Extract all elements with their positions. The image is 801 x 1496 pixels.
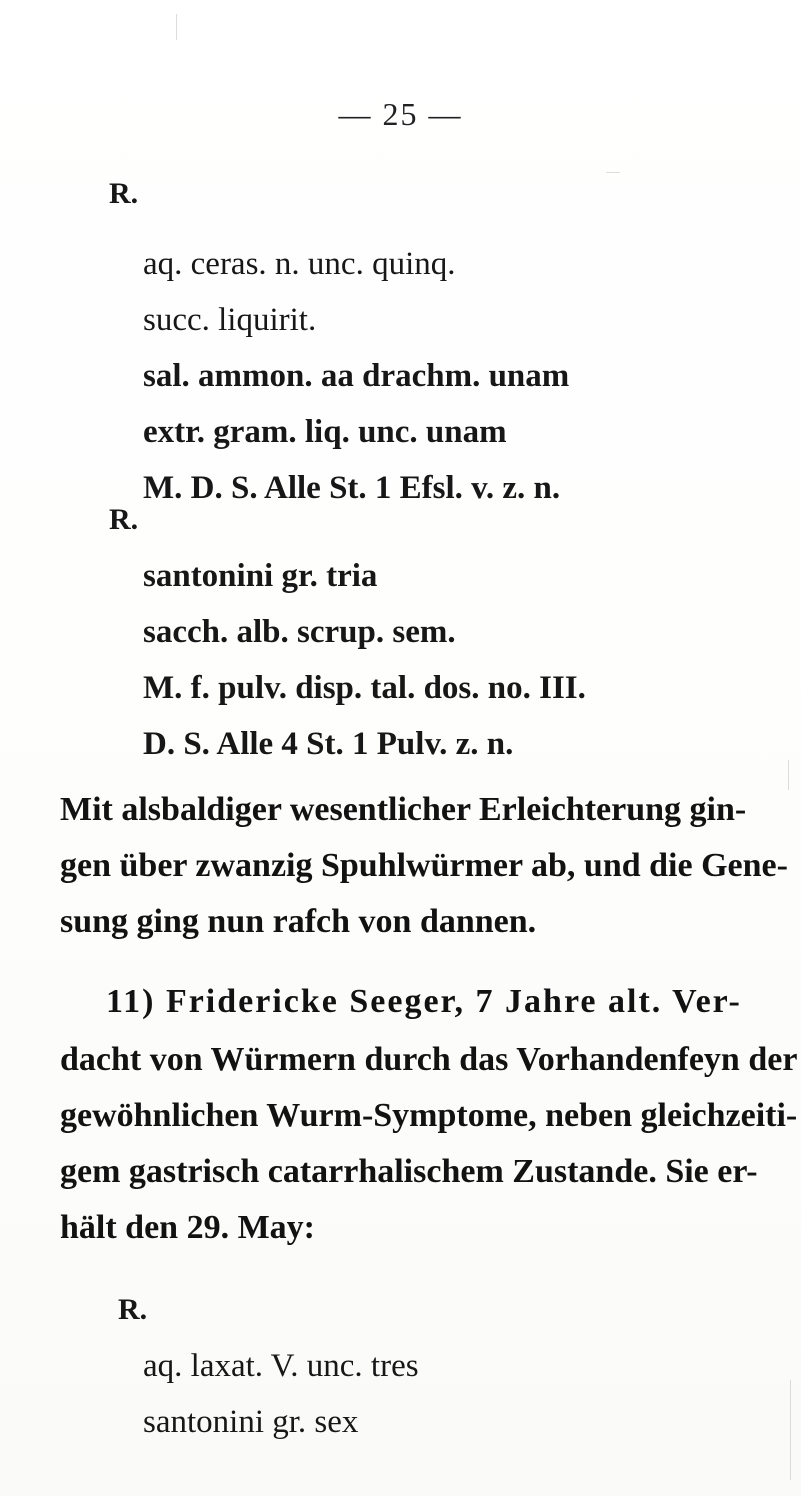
recipe-line: D. S. Alle 4 St. 1 Pulv. z. n.: [143, 726, 514, 762]
recipe-line: M. D. S. Alle St. 1 Efsl. v. z. n.: [143, 470, 561, 506]
recipe-line: santonini gr. tria: [143, 558, 378, 594]
recipe-line: aq. laxat. V. unc. tres: [143, 1348, 419, 1384]
recipe-line: extr. gram. liq. unc. unam: [143, 414, 507, 450]
paragraph-line: sung ging nun rafch von dannen.: [60, 903, 537, 940]
recipe-symbol: R.: [109, 503, 139, 536]
paragraph-line: gem gastrisch catarrhalischem Zustande. Sie er-: [60, 1153, 758, 1190]
paper-mark: [788, 760, 789, 790]
page-number: — 25 —: [338, 96, 463, 132]
paper-mark: [176, 14, 177, 40]
paragraph-line: gewöhnlichen Wurm-Symptome, neben gleichzeiti-: [60, 1097, 798, 1134]
paragraph-line: hält den 29. May:: [60, 1209, 315, 1246]
recipe-symbol: R.: [109, 177, 139, 210]
recipe-line: M. f. pulv. disp. tal. dos. no. III.: [143, 670, 586, 706]
paragraph-line: 11) Fridericke Seeger, 7 Jahre alt. Ver-: [106, 983, 742, 1020]
paper-mark: [790, 1380, 791, 1480]
recipe-line: santonini gr. sex: [143, 1404, 359, 1440]
paragraph-line: gen über zwanzig Spuhlwürmer ab, und die Gene-: [60, 847, 788, 884]
recipe-line: sacch. alb. scrup. sem.: [143, 614, 456, 650]
recipe-line: aq. ceras. n. unc. quinq.: [143, 246, 456, 282]
paragraph-line: Mit alsbaldiger wesentlicher Erleichterung gin-: [60, 791, 747, 828]
recipe-line: succ. liquirit.: [143, 302, 317, 338]
recipe-symbol: R.: [118, 1293, 148, 1326]
paragraph-line: dacht von Würmern durch das Vorhandenfeyn der: [60, 1041, 798, 1078]
recipe-line: sal. ammon. aa drachm. unam: [143, 358, 570, 394]
paper-mark: [606, 172, 620, 173]
